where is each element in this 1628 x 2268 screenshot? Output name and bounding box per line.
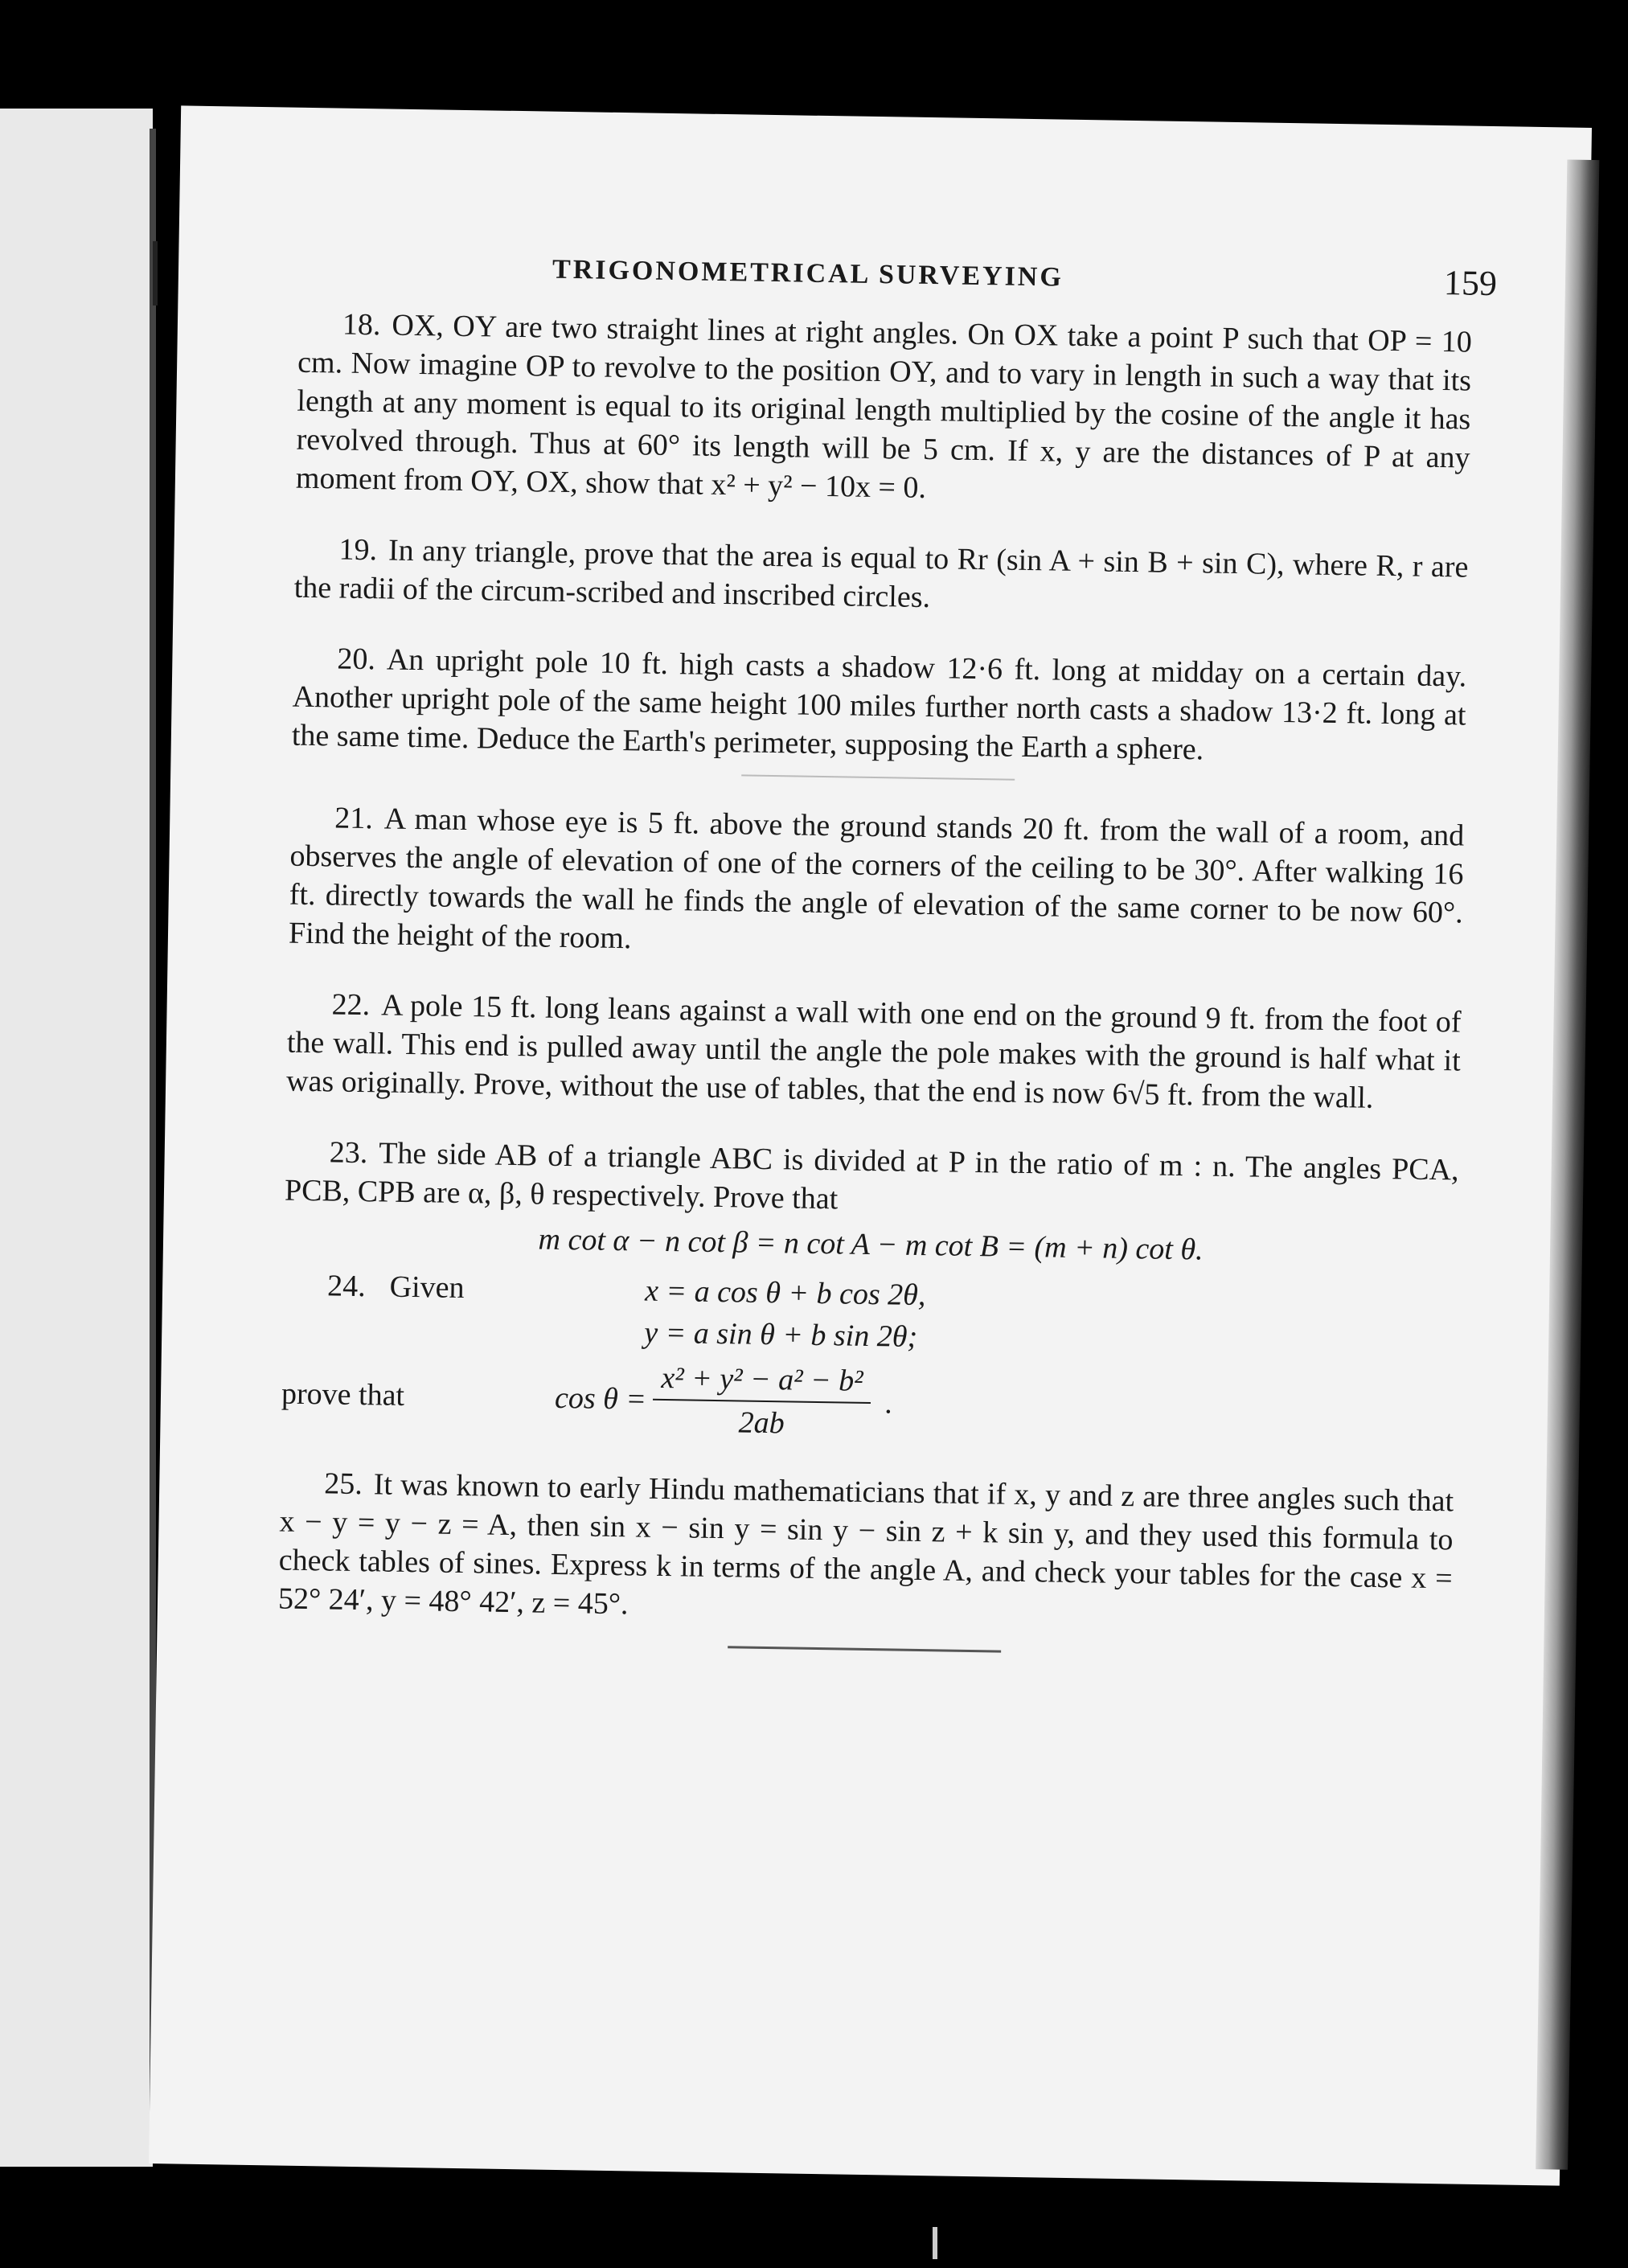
formula-period: . bbox=[884, 1386, 894, 1421]
page-content bbox=[277, 305, 1472, 1660]
gutter-mark bbox=[153, 241, 158, 306]
book-page bbox=[149, 105, 1592, 2185]
problem-text: A man whose eye is 5 ft. above the ground stands 20 ft. from the wall of a room, and observes the angle of elevation of one of the corners of the ceiling to be 30°. After walking 16 ft. directly towards the wall he finds the angle of elevation of the same corner to be now 60°. Find the height of the room. bbox=[288, 802, 1465, 956]
problem-text: The side AB of a triangle ABC is divided at P in the ratio of m : n. The angles PCA, PCB, CPB are α, β, θ respectively. Prove that bbox=[284, 1136, 1459, 1216]
problem-number: 23. bbox=[329, 1135, 368, 1171]
previous-page-edge bbox=[0, 109, 153, 2167]
problem-number: 22. bbox=[331, 987, 371, 1023]
scan-artifact bbox=[933, 2227, 937, 2259]
problem-text: OX, OY are two straight lines at right angles. On OX take a point P such that OP = 10 cm. Now imagine OP to revolve to the position OY, and to vary in length in such a way that its length at any moment is equal to its original length multiplied by the cosine of the angle it has revolved through. Thus at 60° its length will be 5 cm. If x, y are the distances of P at any moment from OY, OX, show that x² + y² − 10x = 0. bbox=[295, 308, 1473, 505]
problem-18 bbox=[296, 305, 1473, 516]
problem-number: 21. bbox=[334, 801, 374, 836]
prove-row bbox=[281, 1353, 1455, 1454]
problem-text: It was known to early Hindu mathematicians that if x, y and z are three angles such that x − y = y − z = A, then sin x − sin y = sin y − sin z + k sin y, and they used this formula to check tables of sines. Express k in terms of the angle A, and check your tables for the case x = 52° 24′, y = 48° 42′, z = 45°. bbox=[277, 1467, 1454, 1622]
problem-number: 19. bbox=[338, 532, 378, 568]
fraction bbox=[652, 1359, 871, 1444]
problem-24 bbox=[281, 1266, 1457, 1454]
problem-number: 24. bbox=[326, 1269, 367, 1304]
problem-21 bbox=[289, 798, 1465, 971]
problem-number: 25. bbox=[323, 1466, 363, 1502]
equation-y: y = a sin θ + b sin 2θ; bbox=[643, 1315, 918, 1354]
problem-23 bbox=[285, 1133, 1459, 1228]
fraction-numerator: x² + y² − a² − b² bbox=[653, 1359, 871, 1404]
page-header bbox=[178, 242, 1590, 313]
problem-text: A pole 15 ft. long leans against a wall with one end on the ground 9 ft. from the foot of the wall. This end is pulled away until the angle the pole makes with the ground is half what it was originally. Prove, without the use of tables, that the end is now 6√5 ft. from the wall. bbox=[285, 988, 1462, 1115]
cos-theta-formula bbox=[554, 1357, 893, 1445]
page-number: 159 bbox=[1443, 263, 1498, 304]
page-stack-edge bbox=[1536, 159, 1599, 2169]
problem-25 bbox=[278, 1464, 1454, 1637]
formula-lhs: cos θ = bbox=[554, 1380, 647, 1417]
problem-text: In any triangle, prove that the area is equal to Rr (sin A + sin B + sin C), where R, r are the radii of the circum-scribed and inscribed circles. bbox=[293, 533, 1469, 615]
equation-x: x = a cos θ + b cos 2θ, bbox=[644, 1273, 926, 1313]
running-title: TRIGONOMETRICAL SURVEYING bbox=[552, 254, 1064, 293]
problem-20 bbox=[292, 639, 1467, 773]
prove-label: prove that bbox=[281, 1376, 405, 1413]
problem-22 bbox=[286, 985, 1462, 1119]
problem-number: 20. bbox=[337, 642, 376, 677]
problem-number: 18. bbox=[342, 307, 381, 342]
problem-19 bbox=[293, 530, 1468, 625]
problem-23-equation: m cot α − n cot β = n cot A − m cot B = (m + n) cot θ. bbox=[538, 1222, 1204, 1267]
problem-text: An upright pole 10 ft. high casts a shadow 12·6 ft. long at midday on a certain day. Another upright pole of the same height 100 miles further north casts a shadow 13·2 ft. long at the same time. Deduce the Earth's perimeter, supposing the Earth a sphere. bbox=[291, 642, 1467, 767]
fraction-denominator: 2ab bbox=[738, 1405, 785, 1441]
end-rule bbox=[728, 1646, 1001, 1652]
section-divider bbox=[741, 774, 1015, 780]
given-label: Given bbox=[389, 1269, 465, 1306]
